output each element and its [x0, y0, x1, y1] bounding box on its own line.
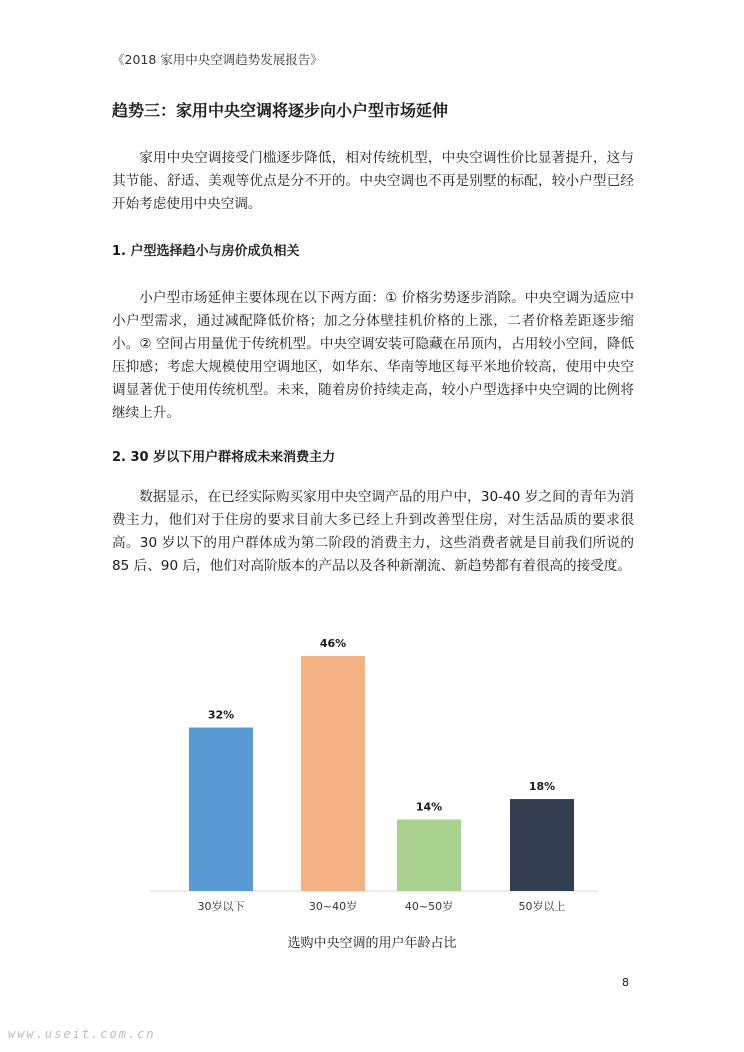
data-label-3: 14%: [415, 800, 443, 814]
category-label-2: 30~40岁: [308, 900, 358, 913]
bar-4: [510, 799, 574, 891]
data-label-2: 46%: [319, 637, 347, 650]
subsection-paragraph-1: 小户型市场延伸主要体现在以下两方面：① 价格劣势逐步消除。中央空调为适应中小户型需求，通过减配降低价格；加之分体壁挂机价格的上涨，二者价格差距逐步缩小。② 空间占用量优于传统机型。中央空调安装可隐藏在吊顶内，占用较小空间，降低压抑感；考虑大规模使用空调地区，如华东、华南等地区每平米地价较高，使用中央空调显著优于使用传统机型。未来，随着房价持续走高，较小户型选择中央空调的比例将继续上升。: [112, 290, 634, 421]
subsection-title-1: 1. 户型选择趋小与房价成负相关: [112, 244, 300, 259]
bar-2: [301, 656, 365, 891]
bar-1: [189, 728, 253, 891]
section-title: 趋势三：家用中央空调将逐步向小户型市场延伸: [112, 101, 449, 120]
page-number: 8: [622, 976, 629, 989]
category-label-1: 30岁以下: [197, 900, 245, 913]
category-label-4: 50岁以上: [518, 900, 566, 913]
category-label-3: 40~50岁: [404, 900, 454, 913]
data-label-4: 18%: [528, 780, 556, 794]
document-header: 《2018 家用中央空调趋势发展报告》: [112, 52, 323, 67]
subsection-title-2: 2. 30 岁以下用户群将成未来消费主力: [112, 450, 336, 465]
watermark: www.useit.com.cn: [8, 1027, 156, 1041]
bar-3: [397, 819, 461, 891]
chart-caption: 选购中央空调的用户年龄占比: [287, 936, 457, 951]
subsection-paragraph-2: 数据显示，在已经实际购买家用中央空调产品的用户中，30-40 岁之间的青年为消费主力，他们对于住房的要求目前大多已经上升到改善型住房，对生活品质的要求很高。30 岁以下的用户群体成为第二阶段的消费主力，这些消费者就是目前我们所说的 85 后、90 后，他们对高阶版本的产品以及各种新潮流、新趋势都有着很高的接受度。: [112, 489, 634, 574]
data-label-1: 32%: [207, 708, 235, 722]
intro-paragraph: 家用中央空调接受门槛逐步降低，相对传统机型，中央空调性价比显著提升，这与其节能、舒适、美观等优点是分不开的。中央空调也不再是别墅的标配，较小户型已经开始考虑使用中央空调。: [112, 150, 634, 212]
